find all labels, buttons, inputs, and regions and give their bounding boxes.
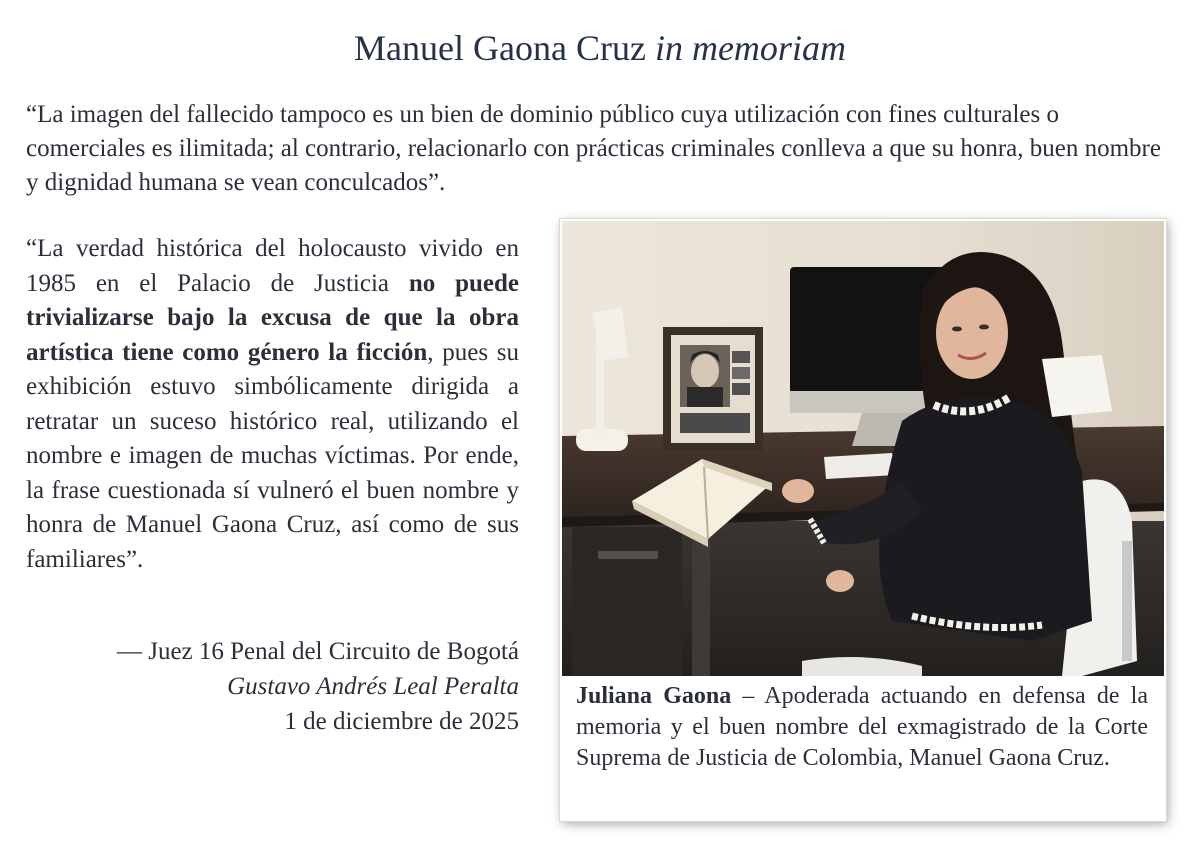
title-main: Manuel Gaona Cruz bbox=[354, 28, 646, 68]
caption-text: – Apoderada actuando en defensa de la memoria y el buen nombre del exmagistrado de la Corte Suprema de Justicia de Colombia, Manuel Gaona Cruz. bbox=[576, 683, 1149, 771]
top-quote: “La imagen del fallecido tampoco es un bien de dominio público cuya utilización con fines culturales o comerciales es ilimitada; al contrario, relacionarlo con prácticas criminales conlleva a que su honra, buen nombre y dignidad humana se vean conculcados”. bbox=[26, 101, 1161, 196]
attribution-court: — Juez 16 Penal del Circuito de Bogotá bbox=[116, 638, 519, 665]
title-italic: in memoriam bbox=[654, 28, 846, 68]
photo-woman-at-desk bbox=[562, 221, 1164, 676]
photo-caption bbox=[576, 681, 1148, 774]
court-quote-part2: , pues su exhibición estuvo simbólicamente dirigida a retratar un suceso histórico real, utilizando el nombre e imagen de muchas víctimas. Por ende, la frase cuestionada sí vulneró el buen nombre y honra de Manuel Gaona Cruz, así como de sus familiares”. bbox=[26, 338, 519, 573]
attribution-date: 1 de diciembre de 2025 bbox=[284, 708, 519, 735]
court-quote-bold: no puede trivializarse bajo la excusa de que la obra artística tiene como género la ficción bbox=[26, 269, 519, 366]
attribution-judge: Gustavo Andrés Leal Peralta bbox=[227, 673, 519, 700]
photo-card bbox=[560, 219, 1166, 821]
page-title bbox=[0, 26, 1200, 70]
court-quote bbox=[26, 232, 519, 577]
quote-attribution bbox=[26, 634, 519, 739]
court-quote-part1: “La verdad histórica del holocausto vivido en 1985 en el Palacio de Justicia bbox=[26, 235, 519, 297]
caption-name: Juliana Gaona bbox=[576, 683, 732, 709]
